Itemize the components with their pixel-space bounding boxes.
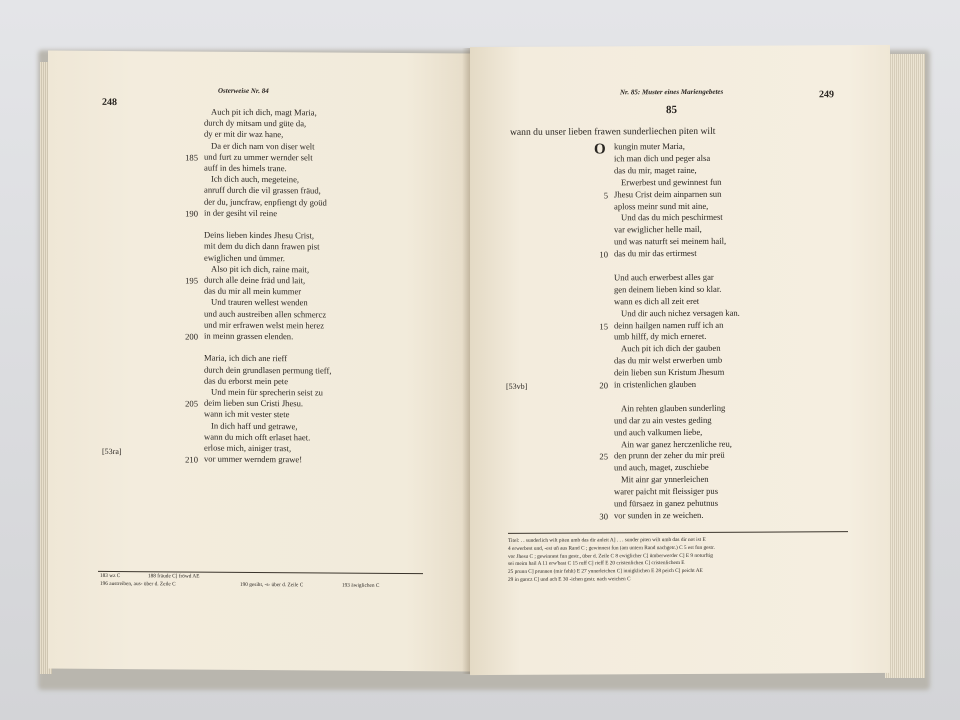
line-number: 190 [185, 208, 198, 219]
verse-line: deinn hailgen namen ruff ich an [614, 319, 724, 330]
verse-line: durch dy mitsam und güte da, [204, 117, 307, 129]
poem-title: wann du unser lieben frawen sunderliechen piten wilt [510, 125, 716, 138]
margin-note: [53ra] [102, 446, 122, 457]
verse-line: In dich haff und getrawe, [211, 420, 298, 431]
line-number: 185 [185, 152, 198, 163]
verse-line: wann es dich all zeit eret [614, 295, 700, 307]
footnote: sei meim hail A 11 erw'bast C 15 ruff C] rieff E 20 cristenlichen C] cristenlichem E [508, 560, 685, 568]
verse-line: aploss meinr sund mit aine, [614, 200, 709, 211]
running-head: Osterweise Nr. 84 [218, 86, 269, 96]
verse-line: Auch pit ich dich, magt Maria, [211, 106, 317, 118]
line-number: 30 [599, 511, 608, 522]
line-number: 205 [185, 398, 198, 409]
verse-line: und auch, maget, zuschiebe [614, 462, 709, 473]
line-number: 5 [603, 189, 608, 200]
verse-line: erlose mich, ainiger trast, [204, 442, 292, 454]
verse-line: und auch valkumen liebe, [614, 426, 703, 437]
footnote: 193 äwiglichen C [342, 582, 380, 589]
footnote-rule [508, 531, 848, 534]
margin-note: [53vb] [506, 381, 528, 391]
verse-line: der du, juncfraw, enpfiengt dy goüd [204, 196, 327, 208]
line-number: 25 [599, 451, 608, 462]
verse-line: Und auch erwerbest alles gar [614, 271, 714, 283]
footnote-rule [98, 571, 423, 574]
verse-line: Erwerbest und gewinnest fun [621, 176, 722, 187]
initial-letter: O [594, 141, 606, 158]
page-number: 248 [102, 96, 117, 109]
verse-line: kungin muter Maria, [614, 140, 685, 152]
verse-line: das du mir das ertirmest [614, 248, 697, 259]
line-number: 200 [185, 331, 198, 342]
verse-line: in meinn grassen elenden. [204, 330, 294, 342]
verse-line: vor sunden in ze weichen. [614, 509, 704, 521]
footnote: vor Jhesu C ; gewinnest fun gestr., über d. Zeile C 8 ewiglicher C] ümberwerder C] E 9 noturftig [508, 552, 713, 560]
verse-line: ich man dich und peger alsa [614, 152, 711, 164]
footnote: 196 austreiben, aus- über d. Zeile C [100, 580, 176, 588]
verse-line: Ich dich auch, megeteine, [211, 173, 300, 185]
verse-line: Ain war ganez herczenliche reu, [621, 438, 732, 449]
verse-line: und furt zu ummer wernder selt [204, 151, 313, 163]
verse-line: Da er dich nam von diser welt [211, 140, 315, 151]
running-head: Nr. 85: Muster eines Mariengebetes [620, 87, 724, 97]
verse-line: durch alle deine fräd und lait, [204, 274, 306, 286]
verse-line: dy er mit dir waz hane, [204, 129, 284, 140]
line-number: 195 [185, 275, 198, 286]
left-page [48, 51, 470, 672]
verse-line: gen deinem lieben kind so klar. [614, 283, 722, 295]
verse-line: das du mir, maget raine, [614, 164, 697, 176]
verse-line: wann ich mit vester stete [204, 409, 290, 420]
verse-line: Und dir auch nichez versagen kan. [621, 307, 740, 318]
line-number: 10 [599, 249, 608, 260]
verse-line: var ewiglicher helle mail, [614, 224, 702, 235]
verse-line: warer paicht mit fleissiger pus [614, 485, 719, 497]
footnote: Titel: . . sunderlich wilt piten umb das dir anleit A] . . . sunder piten wilt umb das dir not ist E [508, 536, 706, 544]
verse-line: anruff durch die vil grassen fräud, [204, 185, 321, 196]
verse-line: in der gesiht vil reine [204, 207, 278, 218]
verse-line: das du erborst mein pete [204, 375, 289, 386]
verse-line: Mit ainr gar ynnerleichen [621, 474, 709, 485]
verse-line: Und das du mich peschirmest [621, 212, 723, 223]
verse-line: das du mir all mein kummer [204, 285, 302, 297]
verse-line: Und mein für sprecherin seist zu [211, 386, 323, 398]
verse-line: und dar zu ain vestes geding [614, 414, 712, 426]
verse-line: in cristenlichen glauben [614, 378, 697, 390]
poem-number: 85 [666, 104, 677, 117]
verse-line: Jhesu Crist deim ainparnen sun [614, 188, 722, 199]
verse-line: ewiglichen und ümmer. [204, 252, 285, 263]
verse-line: dein lieben sun Kristum Jhesum [614, 366, 725, 378]
footnote: 29 in gancz C] und ach E 30 -ichen gestr. nach weichen C [508, 576, 631, 583]
page-number: 249 [819, 89, 834, 101]
footnote: 4 erwerbest und, -est uñ aus Rand C ; gewinnest fun (am untern Rand nachgetr.) C 5 est fun gestr. [508, 544, 715, 552]
verse-line: und mir erfrawen welst mein herez [204, 319, 325, 331]
page-stack-right [885, 54, 925, 678]
verse-line: Also pit ich dich, raine mait, [211, 263, 310, 275]
verse-line: den prunn der zeher du mir preü [614, 450, 725, 461]
verse-line: und was naturft sei meinem hail, [614, 235, 727, 247]
verse-line: und auch austreiben allen schmercz [204, 308, 327, 320]
line-number: 20 [599, 380, 608, 391]
footnote: 25 prunn C] prunnen (mir fehlt) E 27 ynnerleichen C] innigklichen E 28 peich C] peicht AE [508, 568, 703, 576]
line-number: 210 [185, 454, 198, 465]
footnote: 188 fräude C] fröwd AE [148, 573, 200, 580]
verse-line: Maria, ich dich ane rieff [204, 353, 288, 364]
footnote: 183 wz C [100, 572, 121, 580]
verse-line: durch dein grundlasen permung tieff, [204, 364, 332, 376]
footnote: 190 gesiht, -s- über d. Zeile C [240, 581, 304, 589]
verse-line: mit dem du dich dann frawen pist [204, 241, 320, 252]
verse-line: wann du mich offt erlaset haet. [204, 431, 311, 443]
verse-line: Und trauren wellest wenden [211, 297, 308, 308]
verse-line: vor ummer werndem grawe! [204, 453, 303, 465]
verse-line: und fürsaez in ganez pehutnus [614, 497, 719, 509]
verse-line: das du mir welst erwerben umb [614, 354, 723, 366]
verse-line: Ain rehten glauben sunderling [621, 402, 726, 414]
verse-line: umb hilff, dy mich erneret. [614, 331, 707, 342]
right-page [470, 45, 890, 675]
line-number: 15 [599, 320, 608, 331]
verse-line: Deins lieben kindes Jhesu Crist, [204, 229, 315, 241]
verse-line: deim lieben sun Cristi Jhesu. [204, 397, 304, 409]
verse-line: Auch pit ich dich der gauben [621, 343, 721, 354]
verse-line: auff in des himels trane. [204, 162, 287, 174]
